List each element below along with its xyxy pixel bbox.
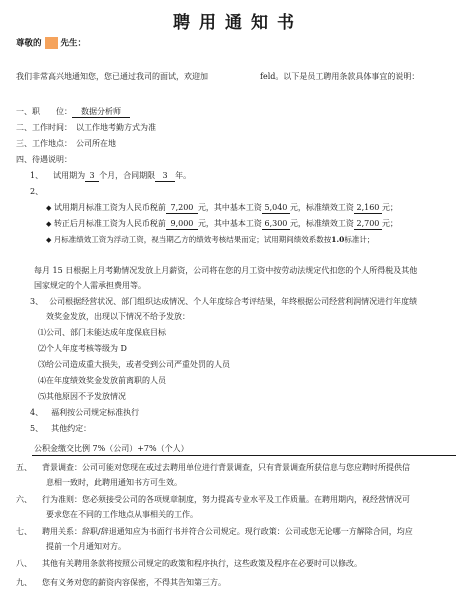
salary2-text-d: 元；	[381, 219, 398, 228]
section5-line-1	[16, 462, 410, 473]
section7-text-1: 聘用关系：辞职/辞退通知应为书面行书并符合公司规定。现行政策：公司或您无论哪一方解除合同，均应	[42, 527, 413, 536]
detail-underline	[32, 455, 456, 456]
salary2-total: 9,000	[166, 218, 198, 230]
salary2-text-a: 转正后月标准工资为人民币税前	[53, 219, 166, 228]
greeting-prefix: 尊敬的	[16, 38, 42, 49]
salary1-base: 5,040	[262, 202, 290, 214]
performance-text-b: 标准计；	[344, 235, 375, 244]
probation-text-c: 年。	[175, 171, 192, 180]
intro-rest: 。以下是员工聘用条款具体事宜的说明：	[275, 72, 420, 81]
salary2-base: 6,300	[262, 218, 290, 230]
salary1-text-b: 元，其中基本工资	[197, 203, 262, 212]
section7-line-2: 提前一个月通知对方。	[46, 542, 126, 551]
work-time-line: 二、工作时间： 以工作地考勤方式为准	[16, 123, 156, 132]
salary1-text-d: 元；	[381, 203, 398, 212]
section5-num: 五、	[16, 463, 32, 472]
redacted-name	[45, 37, 58, 49]
section6-line-2: 要求您在不同的工作地点从事相关的工作。	[46, 510, 198, 519]
condition-item: ⑶给公司造成重大损失，或者受到公司严重处罚的人员	[38, 360, 230, 369]
salary-probation-line	[46, 202, 398, 214]
probation-line	[30, 170, 191, 182]
condition-item: ⑵个人年度考核等级为 D	[38, 344, 127, 353]
contract-years: 3	[155, 170, 175, 182]
salary1-text-a: 试用期月标准工资为人民币税前	[53, 203, 166, 212]
intro-line	[16, 71, 419, 82]
housing-fund-detail: 公积金缴交比例 7%（公司）+7%（个人）	[34, 444, 189, 453]
benefits-heading: 四、待遇说明：	[16, 155, 72, 164]
condition-item: ⑷在年度绩效奖金发放前离职的人员	[38, 376, 166, 385]
welfare-line	[30, 407, 139, 418]
condition-item: ⑸其他原因不予发放情况	[38, 392, 126, 401]
salary1-text-c: 元，标准绩效工资	[289, 203, 354, 212]
section8-line	[16, 558, 362, 569]
salary1-perf: 2,160	[354, 202, 382, 214]
section6-text-1: 行为准则：您必须接受公司的各项规章制度，努力提高专业水平及工作质量。在聘用期内，视经营情况可	[42, 495, 410, 504]
document-title: 聘用通知书	[173, 13, 303, 33]
section8-num: 八、	[16, 559, 32, 568]
bonus-text-1: 公司根据经营状况、部门组织达成情况、个人年度综合考评结果，年终根据公司经营利润情况进行年度绩	[49, 297, 418, 306]
position-value: 数据分析师	[72, 106, 130, 118]
salary2-text-b: 元，其中基本工资	[197, 219, 262, 228]
probation-months: 3	[85, 170, 99, 182]
section5-line-2: 息相一致时，此聘用通知书方可生效。	[46, 478, 182, 487]
section7-num: 七、	[16, 527, 32, 536]
welfare-num: 4、	[30, 408, 44, 417]
section9-num: 九、	[16, 578, 32, 587]
performance-line	[46, 234, 374, 246]
greeting-suffix: 先生：	[60, 38, 87, 49]
position-line	[16, 106, 130, 118]
section6-line-1	[16, 494, 410, 505]
bonus-line-1	[30, 296, 417, 307]
salary-regular-line	[46, 218, 398, 230]
salary2-perf: 2,700	[354, 218, 382, 230]
section7-line-1	[16, 526, 413, 537]
section9-line	[16, 577, 226, 588]
work-place-line: 三、工作地点： 公司所在地	[16, 139, 116, 148]
diamond-bullet-icon: ◆	[46, 204, 52, 212]
condition-item: ⑴公司、部门未能达成年度保底目标	[38, 328, 166, 337]
performance-text-a: 月标准绩效工资为浮动工资，视当期乙方的绩效考核结果而定；试用期间绩效系数按	[53, 235, 332, 244]
bonus-line-2: 效奖金发放，出现以下情况不给予发放：	[46, 312, 190, 321]
diamond-bullet-icon: ◆	[46, 220, 52, 228]
section5-text-1: 背景调查：公司可能对您现在或过去聘用单位进行背景调查，只有背景调查所获信息与您应聘时所提供信	[42, 463, 410, 472]
payday-line-2: 国家规定的个人需承担费用等。	[34, 281, 146, 290]
section6-num: 六、	[16, 495, 32, 504]
welfare-text: 福利按公司规定标准执行	[51, 408, 140, 417]
other-label: 其他约定：	[51, 424, 92, 433]
probation-num: 1、	[30, 171, 44, 180]
probation-text-a: 试用期为	[53, 171, 86, 180]
position-label: 一、职 位：	[16, 107, 72, 116]
section9-text: 您有义务对您的薪资内容保密，不得其告知第三方。	[42, 578, 226, 587]
payday-line-1: 每月 15 日根据上月考勤情况发放上月薪资，公司将在您的月工资中按劳动法规定代扣您的个人所得税及其他	[34, 266, 418, 275]
intro-text: 我们非常高兴地通知您，您已通过我司的面试，欢迎加	[16, 72, 208, 81]
performance-coefficient: 1.0	[331, 235, 345, 244]
greeting	[16, 37, 86, 50]
salary2-text-c: 元，标准绩效工资	[289, 219, 354, 228]
salary-num: 2、	[30, 187, 44, 196]
other-agreement-line	[30, 423, 91, 434]
salary1-total: 7,200	[166, 202, 198, 214]
company-name: feld	[260, 72, 276, 81]
section8-text: 其他有关聘用条款将按照公司规定的政策和程序执行，这些政策及程序在必要时可以修改。	[42, 559, 362, 568]
probation-text-b: 个月，合同期限	[99, 171, 156, 180]
other-num: 5、	[30, 424, 44, 433]
diamond-bullet-icon: ◆	[46, 236, 52, 244]
bonus-num: 3、	[30, 297, 44, 306]
